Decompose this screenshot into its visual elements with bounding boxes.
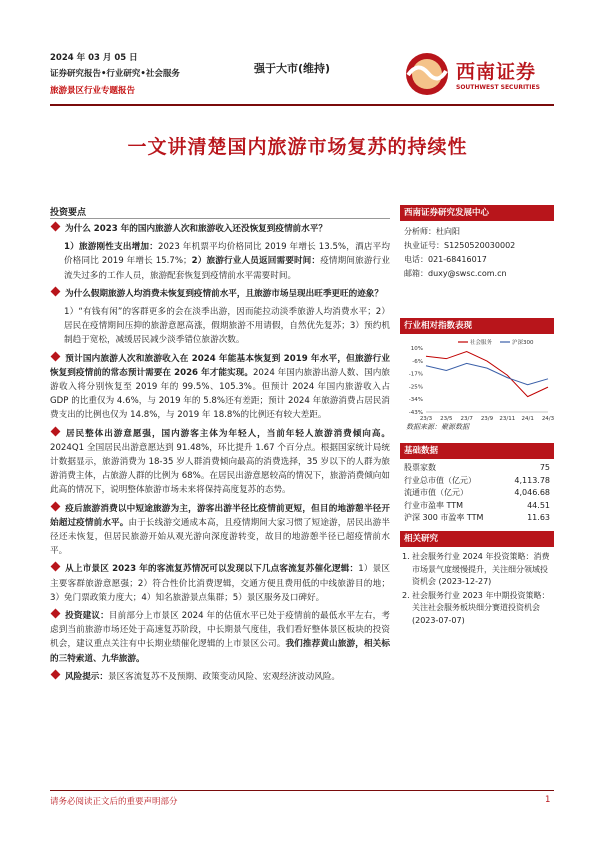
series-line — [426, 352, 548, 397]
basic-key: 行业市盈率 TTM — [404, 500, 464, 510]
basic-key: 行业总市值（亿元） — [404, 475, 476, 485]
q1-body2-bold: 2）旅游行业人员返回需要时间： — [191, 256, 321, 267]
x-tick-label: 23/11 — [499, 416, 516, 422]
q1-body2: 疫情期间旅游行业流失过多的工作人员，旅游配套恢复到疫情前水平需要时间。 — [64, 256, 390, 281]
analyst-email[interactable]: 邮箱：duxy@swsc.com.cn — [404, 269, 507, 278]
q1-body1: 2023 年机票平均价格同比 2019 年增长 13.5%，酒店平均价格同比 2019 年增长 15.7%； — [64, 242, 391, 267]
analyst-panel — [400, 205, 554, 281]
q7-label: 投资建议： — [65, 611, 109, 622]
q5-bold: 疫后旅游消费以中短途旅游为主，游客出游半径比疫情前更短，但目的地游憩半径开始超过疫情前水平。 — [50, 503, 390, 528]
q6-body: 1）景区主要客群旅游意愿强；2）符合性价比消费逻辑，交通方便且费用低的中线旅游目的地；3）免门票政策力度大；4）知名旅游景点集群；5）景区服务及口碑好。 — [50, 564, 391, 603]
y-tick-label: -25% — [408, 384, 423, 391]
index-chart-header: 行业相对指数表现 — [400, 318, 554, 334]
legend-label: 沪深300 — [512, 340, 534, 346]
q4-bold: 居民整体出游意愿强，国内游客主体为年轻人，当前年轻人旅游消费倾向高。 — [65, 428, 390, 439]
basic-value: 44.51 — [527, 500, 550, 510]
x-tick-label: 23/7 — [460, 416, 473, 422]
bullet-icon — [51, 351, 61, 361]
q1-body — [50, 240, 390, 283]
table-row — [400, 475, 554, 488]
bullet-icon — [51, 426, 61, 436]
chart-source: 数据来源：聚源数据 — [406, 423, 469, 431]
basic-value: 11.63 — [527, 513, 550, 522]
logo-text-en: SOUTHWEST SECURITIES — [456, 84, 540, 91]
basic-key: 流通市值（亿元） — [404, 488, 468, 497]
basic-data-header: 基础数据 — [400, 443, 554, 459]
y-tick-label: -17% — [408, 371, 423, 378]
q1-heading: 为什么 2023 年的国内旅游人次和旅游收入还没恢复到疫情前水平？ — [65, 224, 327, 234]
bullet-icon — [51, 501, 61, 511]
bullet-icon — [51, 669, 61, 679]
y-tick-label: -43% — [408, 410, 423, 416]
point-q4 — [50, 427, 390, 498]
basic-data-table — [400, 462, 554, 525]
index-chart-panel — [400, 318, 554, 424]
q3-bold: 预计国内旅游人次和旅游收入在 2024 年能基本恢复到 2019 年水平，但旅游行业恢复到疫情前的常态预计需要在 2026 年才能实现。 — [50, 353, 390, 378]
basic-value: 4,046.68 — [514, 488, 550, 497]
related-item-number: 1. — [402, 552, 410, 561]
related-item-text[interactable]: 社会服务行业 2024 年投资策略：消费市场景气度缓慢提升，关注细分领域投资机会 (2023-12-27) — [412, 552, 550, 586]
related-item[interactable] — [400, 551, 554, 589]
x-tick-label: 23/9 — [480, 416, 494, 422]
related-research-header: 相关研究 — [400, 531, 554, 547]
x-tick-label: 24/1 — [521, 416, 534, 422]
section-title: 投资要点 — [50, 208, 87, 218]
page-number: 1 — [545, 795, 551, 805]
footer-disclaimer: 请务必阅读正文后的重要声明部分 — [50, 797, 178, 807]
logo-emblem-icon — [404, 51, 450, 97]
related-item[interactable] — [400, 590, 554, 628]
q8-body: 景区客流复苏不及预期、政策变动风险、宏观经济波动风险。 — [107, 671, 341, 682]
table-row — [400, 512, 554, 525]
footer-divider — [50, 790, 554, 791]
bullet-icon — [51, 286, 61, 296]
basic-key: 沪深 300 市盈率 TTM — [404, 513, 484, 522]
series-line — [426, 363, 548, 384]
analyst-license: 执业证号：S1250520030002 — [404, 241, 516, 250]
logo-text-cn: 西南证券 — [456, 61, 537, 83]
point-q2 — [50, 287, 390, 301]
table-row — [400, 500, 554, 513]
point-q1 — [50, 222, 390, 236]
industry-rating: 强于大市(维持) — [254, 62, 331, 75]
q1-body1-bold: 1）旅游刚性支出增加： — [64, 242, 158, 253]
q2-heading: 为什么假期旅游人均消费未恢复到疫情前水平，且旅游市场呈现出旺季更旺的迹象？ — [65, 288, 383, 299]
x-tick-label: 23/3 — [419, 416, 433, 422]
analyst-header: 西南证券研究发展中心 — [400, 205, 554, 221]
y-tick-label: -6% — [412, 358, 423, 365]
table-row — [400, 462, 554, 475]
q6-bold: 从上市景区 2023 年的客流复苏情况可以发现以下几点客流复苏催化逻辑： — [65, 564, 359, 575]
report-title: 一文讲清楚国内旅游市场复苏的持续性 — [127, 136, 468, 158]
index-line-chart — [400, 336, 554, 424]
table-row — [400, 487, 554, 500]
q3-body: 2024 年国内旅游出游人数、国内旅游收入将分别恢复至 2019 年的 99.5%、105.3%。但预计 2024 年国内旅游收入占 GDP 的比重仅为 4.6%，与 2019 年的 5.8%还有差距；预计 2024 年旅游消费占居民消费支出的比例也仅为 14.8%，与 2019 年 18.8%的比例还有较大差距。 — [50, 367, 390, 421]
section-divider — [50, 218, 390, 219]
header-divider — [50, 104, 554, 106]
q7-tail: 我们推荐黄山旅游，相关标的三特索道、九华旅游。 — [50, 639, 390, 664]
main-content — [50, 222, 390, 688]
bullet-icon — [51, 562, 61, 572]
y-tick-label: 10% — [410, 346, 423, 352]
point-q5 — [50, 502, 390, 559]
legend-label: 社会服务 — [470, 340, 493, 346]
point-q6 — [50, 562, 390, 605]
y-tick-label: -34% — [408, 397, 423, 404]
point-q8 — [50, 670, 390, 684]
bullet-icon — [51, 609, 61, 619]
report-series: 旅游景区行业专题报告 — [50, 86, 136, 96]
basic-key: 股票家数 — [404, 463, 436, 472]
point-q7 — [50, 609, 390, 666]
bullet-icon — [51, 222, 61, 232]
q2-body: 1）“有钱有闲”的客群更多的会在淡季出游，因而能拉动淡季旅游人均消费水平；2）居民在疫情期间压抑的旅游意愿高涨，假期旅游不用请假，自然优先复苏；3）预约机制趋于宽松，减缓居民减少淡季错位旅游次数。 — [64, 307, 390, 346]
q7-body: 目前部分上市景区 2024 年的估值水平已处于疫情前的最低水平左右，考虑到当前旅游市场还处于高速复苏阶段，中长期景气度佳，我们看好整体景区板块的投资机会，建议重点关注有中长期业绩催化逻辑的上市景区公司。 — [50, 611, 390, 650]
analyst-name: 分析师：杜向阳 — [404, 227, 460, 236]
related-item-number: 2. — [402, 590, 410, 600]
report-date: 2024 年 03 月 05 日 — [50, 53, 138, 63]
related-item-text[interactable]: 社会服务行业 2023 年中期投资策略：关注社会服务板块细分赛道投资机会 (2023-07-07) — [412, 590, 550, 625]
x-tick-label: 24/3 — [541, 416, 554, 422]
basic-data-panel — [400, 443, 554, 525]
q5-body: 由于长线游交通成本高，且疫情期间大家习惯了短途游，居民出游半径还未恢复，但居民旅游开始从观光游向深度游转变，故目的地游憩半径已超疫情前水平。 — [50, 517, 390, 557]
q4-body: 2024Q1 全国居民出游意愿达到 91.48%，环比提升 1.67 个百分点。根据国家统计局统计数据显示，旅游消费为 18-35 岁人群消费倾向最高的消费选择，35 岁以下的人群为旅游消费主体，占旅游人群的比例为 68%。在居民出游意愿较高的情况下，旅游消费倾向如此高的情况下，说明整体旅游市场未来将保持高度复苏的态势。 — [50, 442, 390, 496]
point-q3 — [50, 352, 390, 423]
basic-value: 4,113.78 — [514, 475, 550, 485]
related-research-panel — [400, 531, 554, 628]
report-type: 证券研究报告•行业研究•社会服务 — [50, 69, 180, 79]
x-tick-label: 23/5 — [440, 416, 453, 422]
basic-value: 75 — [539, 463, 550, 472]
company-logo — [404, 51, 554, 97]
q8-label: 风险提示： — [65, 671, 108, 682]
analyst-phone: 电话：021-68416017 — [404, 255, 487, 264]
